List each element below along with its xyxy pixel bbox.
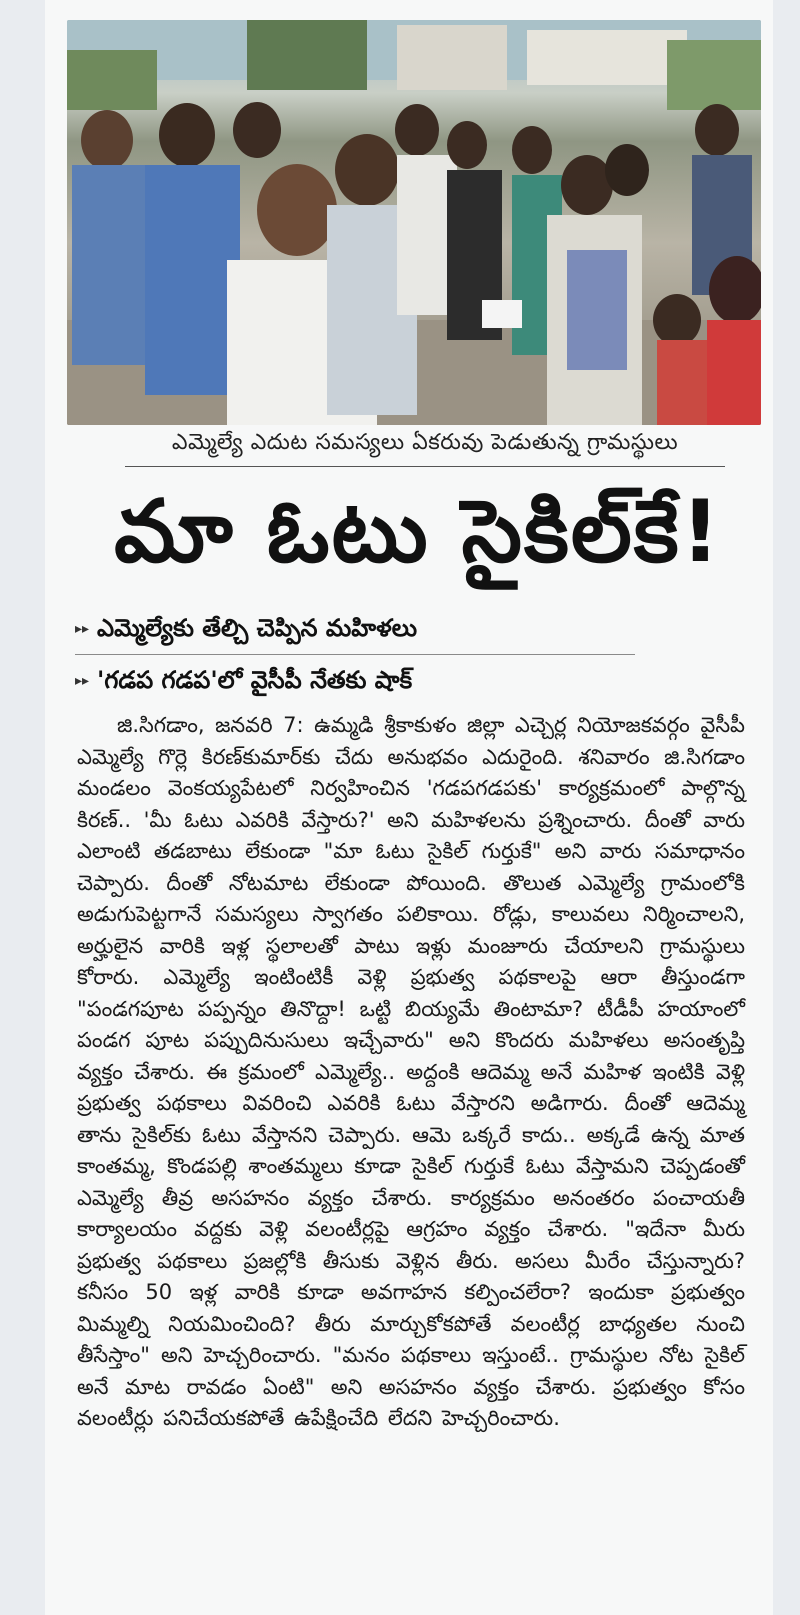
crowd-photo-illustration: [67, 20, 761, 425]
subheading: [75, 614, 635, 655]
photo-caption: ఎమ్మెల్యే ఎదుట సమస్యలు ఏకరువు పెడుతున్న గ్రామస్థులు: [125, 430, 725, 467]
news-photo: [67, 20, 761, 425]
subheading: [75, 666, 735, 706]
newspaper-clipping: [45, 0, 773, 1615]
article-body: జి.సిగడాం, జనవరి 7: ఉమ్మడి శ్రీకాకుళం జిల్లా ఎచ్చెర్ల నియోజకవర్గం వైసీపీ ఎమ్మెల్యే గొర్లె కిరణ్‌కుమార్‌కు చేదు అనుభవం ఎదురైంది. శనివారం జి.సిగడాం మండలం వెంకయ్యపేటలో నిర్వహించిన 'గడపగడపకు' కార్యక్రమంలో పాల్గొన్న కిరణ్.. 'మీ ఓటు ఎవరికి వేస్తారు?' అని మహిళలను ప్రశ్నించారు. దీంతో వారు ఎలాంటి తడబాటు లేకుండా "మా ఓటు సైకిల్ గుర్తుకే" అని వారు సమాధానం చెప్పారు. దీంతో నోటమాట లేకుండా పోయింది. తొలుత ఎమ్మెల్యే గ్రామంలోకి అడుగుపెట్టగానే సమస్యలు స్వాగతం పలికాయి. రోడ్లు, కాలువలు నిర్మించాలని, అర్హులైన వారికి ఇళ్ల స్థలాలతో పాటు ఇళ్లు మంజూరు చేయాలని గ్రామస్థులు కోరారు. ఎమ్మెల్యే ఇంటింటికీ వెళ్లి ప్రభుత్వ పథకాలపై ఆరా తీస్తుండగా "పండగపూట పప్పన్నం తినొద్దా! ఒట్టి బియ్యమే తింటామా? టీడీపీ హయాంలో పండగ పూట పప్పుదినుసులు ఇచ్చేవారు" అని కొందరు మహిళలు అసంతృప్తి వ్యక్తం చేశారు. ఈ క్రమంలో ఎమ్మెల్యే.. అద్దంకి ఆదెమ్మ అనే మహిళ ఇంటికి వెళ్లి ప్రభుత్వ పథకాలు వివరించి ఎవరికి ఓటు వేస్తారని అడిగారు. దీంతో ఆదెమ్మ తాను సైకిల్‌కు ఓటు వేస్తానని చెప్పారు. ఆమె ఒక్కరే కాదు.. అక్కడే ఉన్న మాత కాంతమ్మ, కొండపల్లి శాంతమ్మలు కూడా సైకిల్ గుర్తుకే ఓటు వేస్తామని చెప్పడంతో ఎమ్మెల్యే తీవ్ర అసహనం వ్యక్తం చేశారు. కార్యక్రమం అనంతరం పంచాయతీ కార్యాలయం వద్దకు వెళ్లి వలంటీర్లపై ఆగ్రహం వ్యక్తం చేశారు. "ఇదేనా మీరు ప్రభుత్వ పథకాలు ప్రజల్లోకి తీసుకు వెళ్లిన తీరు. అసలు మీరేం చేస్తున్నారు? కనీసం 50 ఇళ్ల వారికి కూడా అవగాహన కల్పించలేరా? ఇందుకా ప్రభుత్వం మిమ్మల్ని నియమించింది? తీరు మార్చుకోకపోతే వలంటీర్ల బాధ్యతల నుంచి తీసేస్తాం" అని హెచ్చరించారు. "మనం పథకాలు ఇస్తుంటే.. గ్రామస్థుల నోట సైకిల్ అనే మాట రావడం ఏంటి" అని అసహనం వ్యక్తం చేశారు. ప్రభుత్వం కోసం వలంటీర్లు పనిచేయకపోతే ఉపేక్షించేది లేదని హెచ్చరించారు.: [77, 713, 745, 1430]
subheading-text: ఎమ్మెల్యేకు తేల్చి చెప్పిన మహిళలు: [97, 614, 418, 642]
double-arrow-icon: ▸▸: [75, 673, 90, 689]
double-arrow-icon: ▸▸: [75, 621, 90, 637]
headline: మా ఓటు సైకిల్‌కే!: [114, 482, 722, 582]
subheading-text: 'గడప గడప'లో వైసీపీ నేతకు షాక్: [97, 666, 413, 694]
